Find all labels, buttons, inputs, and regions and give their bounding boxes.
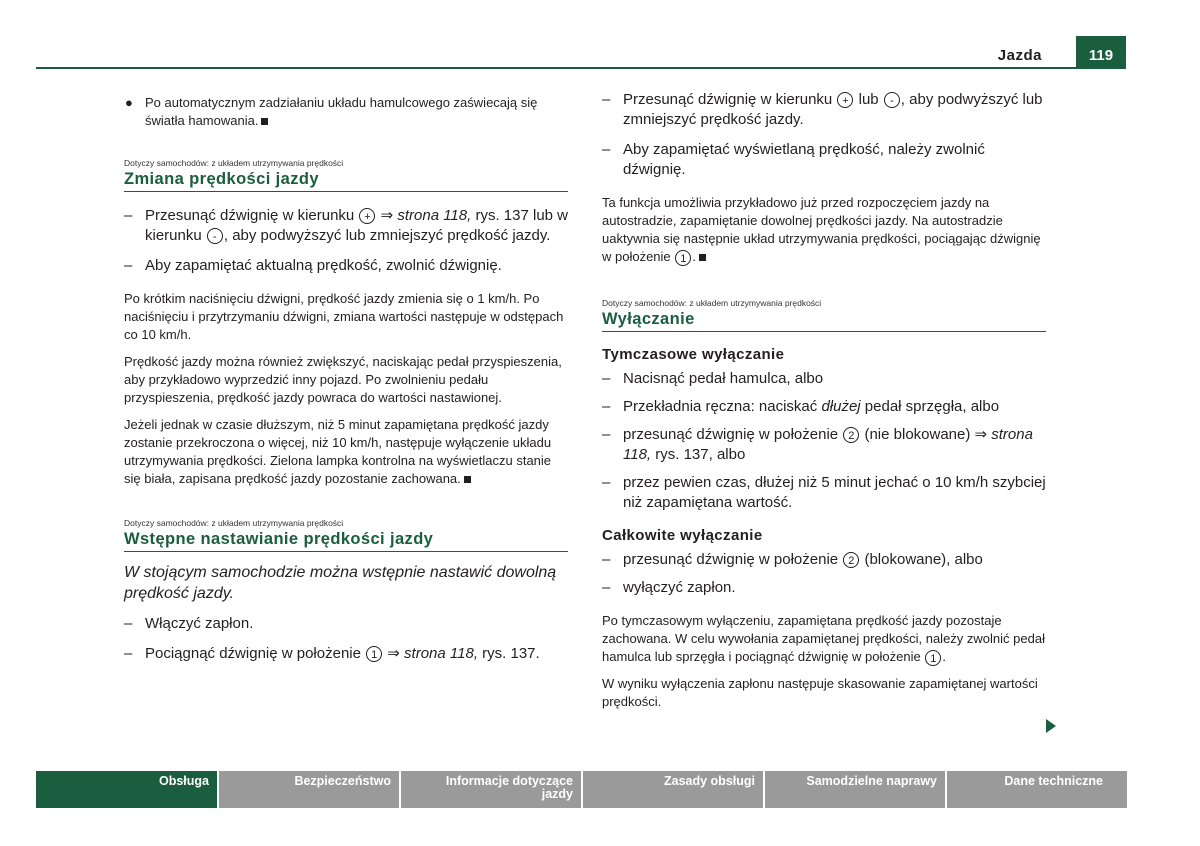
minus-symbol-icon: - bbox=[884, 92, 900, 108]
section-title: Wstępne nastawianie prędkości jazdy bbox=[124, 530, 568, 552]
right-column bbox=[602, 90, 1046, 711]
position-2-icon: 2 bbox=[843, 427, 859, 443]
header-rule bbox=[36, 67, 1076, 69]
step-item: – przesunąć dźwignię w położenie 2 (blokowane), albo bbox=[602, 551, 983, 568]
end-mark-icon bbox=[261, 118, 268, 125]
intro-text: W stojącym samochodzie można wstępnie nastawić dowolną prędkość jazdy. bbox=[124, 564, 557, 602]
chapter-title: Jazda bbox=[997, 47, 1042, 64]
tab-samodzielne-naprawy[interactable]: Samodzielne naprawy bbox=[765, 771, 945, 808]
end-mark-icon bbox=[464, 476, 471, 483]
page-number: 119 bbox=[1076, 36, 1126, 69]
position-1-icon: 1 bbox=[366, 646, 382, 662]
applies-note: Dotyczy samochodów: z układem utrzymywania prędkości bbox=[602, 298, 822, 308]
bullet-item: ● Po automatycznym zadziałaniu układu hamulcowego zaświecają się światła hamowania. bbox=[125, 95, 538, 128]
bullet-icon: ● bbox=[125, 95, 133, 110]
paragraph: Jeżeli jednak w czasie dłuższym, niż 5 minut zapamiętana prędkość jazdy zostanie przekroczona o więcej, niż 10 km/h, następuje wyłączenie układu utrzymywania prędkości. Zielona lampka kontrolna na wyświetlaczu stanie się biała, zapisana prędkość jazdy pozostanie zachowana. bbox=[124, 417, 552, 486]
step-item: – Aby zapamiętać wyświetlaną prędkość, należy zwolnić dźwignię. bbox=[602, 141, 985, 178]
step-item: – Przesunąć dźwignię w kierunku + lub - , aby podwyższyć lub zmniejszyć prędkość jazdy. bbox=[602, 91, 1043, 128]
subsection-title: Całkowite wyłączanie bbox=[602, 527, 763, 544]
paragraph: Po tymczasowym wyłączeniu, zapamiętana prędkość jazdy pozostaje zachowana. W celu wywołania zapamiętanej prędkości, należy zwolnić pedał hamulca lub sprzęgła i pociągnąć dźwignię w położenie 1 . bbox=[602, 613, 1045, 665]
left-column bbox=[124, 94, 568, 664]
plus-symbol-icon: + bbox=[359, 208, 375, 224]
tab-bezpieczenstwo[interactable]: Bezpieczeństwo bbox=[219, 771, 399, 808]
section-title: Wyłączanie bbox=[602, 310, 1046, 332]
tab-dane-techniczne[interactable]: Dane techniczne bbox=[947, 771, 1127, 808]
tab-obsluga[interactable]: Obsługa bbox=[36, 771, 217, 808]
applies-note: Dotyczy samochodów: z układem utrzymywania prędkości bbox=[124, 158, 344, 168]
position-1-icon: 1 bbox=[925, 650, 941, 666]
step-item: – Włączyć zapłon. bbox=[124, 615, 254, 632]
paragraph: W wyniku wyłączenia zapłonu następuje skasowanie zapamiętanej wartości prędkości. bbox=[602, 676, 1038, 709]
position-1-icon: 1 bbox=[675, 250, 691, 266]
paragraph: Po krótkim naciśnięciu dźwigni, prędkość jazdy zmienia się o 1 km/h. Po naciśnięciu i przytrzymaniu dźwigni, zmiana wartości następuje w odstępach co 10 km/h. bbox=[124, 291, 564, 342]
step-item: – Aby zapamiętać aktualną prędkość, zwolnić dźwignię. bbox=[124, 257, 502, 274]
step-item: – wyłączyć zapłon. bbox=[602, 579, 736, 596]
paragraph: Ta funkcja umożliwia przykładowo już przed rozpoczęciem jazdy na autostradzie, zapamiętanie dowolnej prędkości jazdy. Na autostradzie uaktywnia się następnie układ utrzymywania prędkości, pociągając dźwignię w położenie 1 . bbox=[602, 195, 1041, 265]
section-title: Zmiana prędkości jazdy bbox=[124, 170, 568, 192]
page-reference: strona 118, bbox=[404, 645, 478, 662]
position-2-icon: 2 bbox=[843, 552, 859, 568]
step-item: – Przekładnia ręczna: naciskać dłużej pedał sprzęgła, albo bbox=[602, 398, 1000, 415]
step-item: – Pociągnąć dźwignię w położenie 1 ⇒ strona 118, rys. 137. bbox=[124, 645, 540, 662]
page-reference: strona 118, bbox=[623, 426, 1033, 463]
continue-arrow-icon bbox=[1046, 719, 1056, 733]
end-mark-icon bbox=[699, 254, 706, 261]
step-item: – przez pewien czas, dłużej niż 5 minut jechać o 10 km/h szybciej niż zapamiętana wartość. bbox=[602, 474, 1046, 511]
minus-symbol-icon: - bbox=[207, 228, 223, 244]
footer-navigation bbox=[36, 771, 1127, 808]
step-item: – przesunąć dźwignię w położenie 2 (nie blokowane) ⇒ strona 118, rys. 137, albo bbox=[602, 426, 1033, 463]
subsection-title: Tymczasowe wyłączanie bbox=[602, 346, 785, 363]
paragraph: Prędkość jazdy można również zwiększyć, naciskając pedał przyspieszenia, aby przykładowo wyprzedzić inny pojazd. Po zwolnieniu pedału przyspieszenia, prędkość jazdy powraca do wartości nastawionej. bbox=[124, 354, 562, 405]
page-reference: strona 118, bbox=[397, 207, 472, 224]
plus-symbol-icon: + bbox=[837, 92, 853, 108]
tab-informacje-dotyczace-jazdy[interactable]: Informacje dotyczące jazdy bbox=[401, 771, 581, 808]
applies-note: Dotyczy samochodów: z układem utrzymywania prędkości bbox=[124, 518, 344, 528]
step-item: – Przesunąć dźwignię w kierunku + ⇒ strona 118, rys. 137 lub w kierunku - , aby podwyższyć lub zmniejszyć prędkość jazdy. bbox=[124, 207, 569, 244]
tab-zasady-obslugi[interactable]: Zasady obsługi bbox=[583, 771, 763, 808]
step-item: – Nacisnąć pedał hamulca, albo bbox=[602, 370, 824, 387]
